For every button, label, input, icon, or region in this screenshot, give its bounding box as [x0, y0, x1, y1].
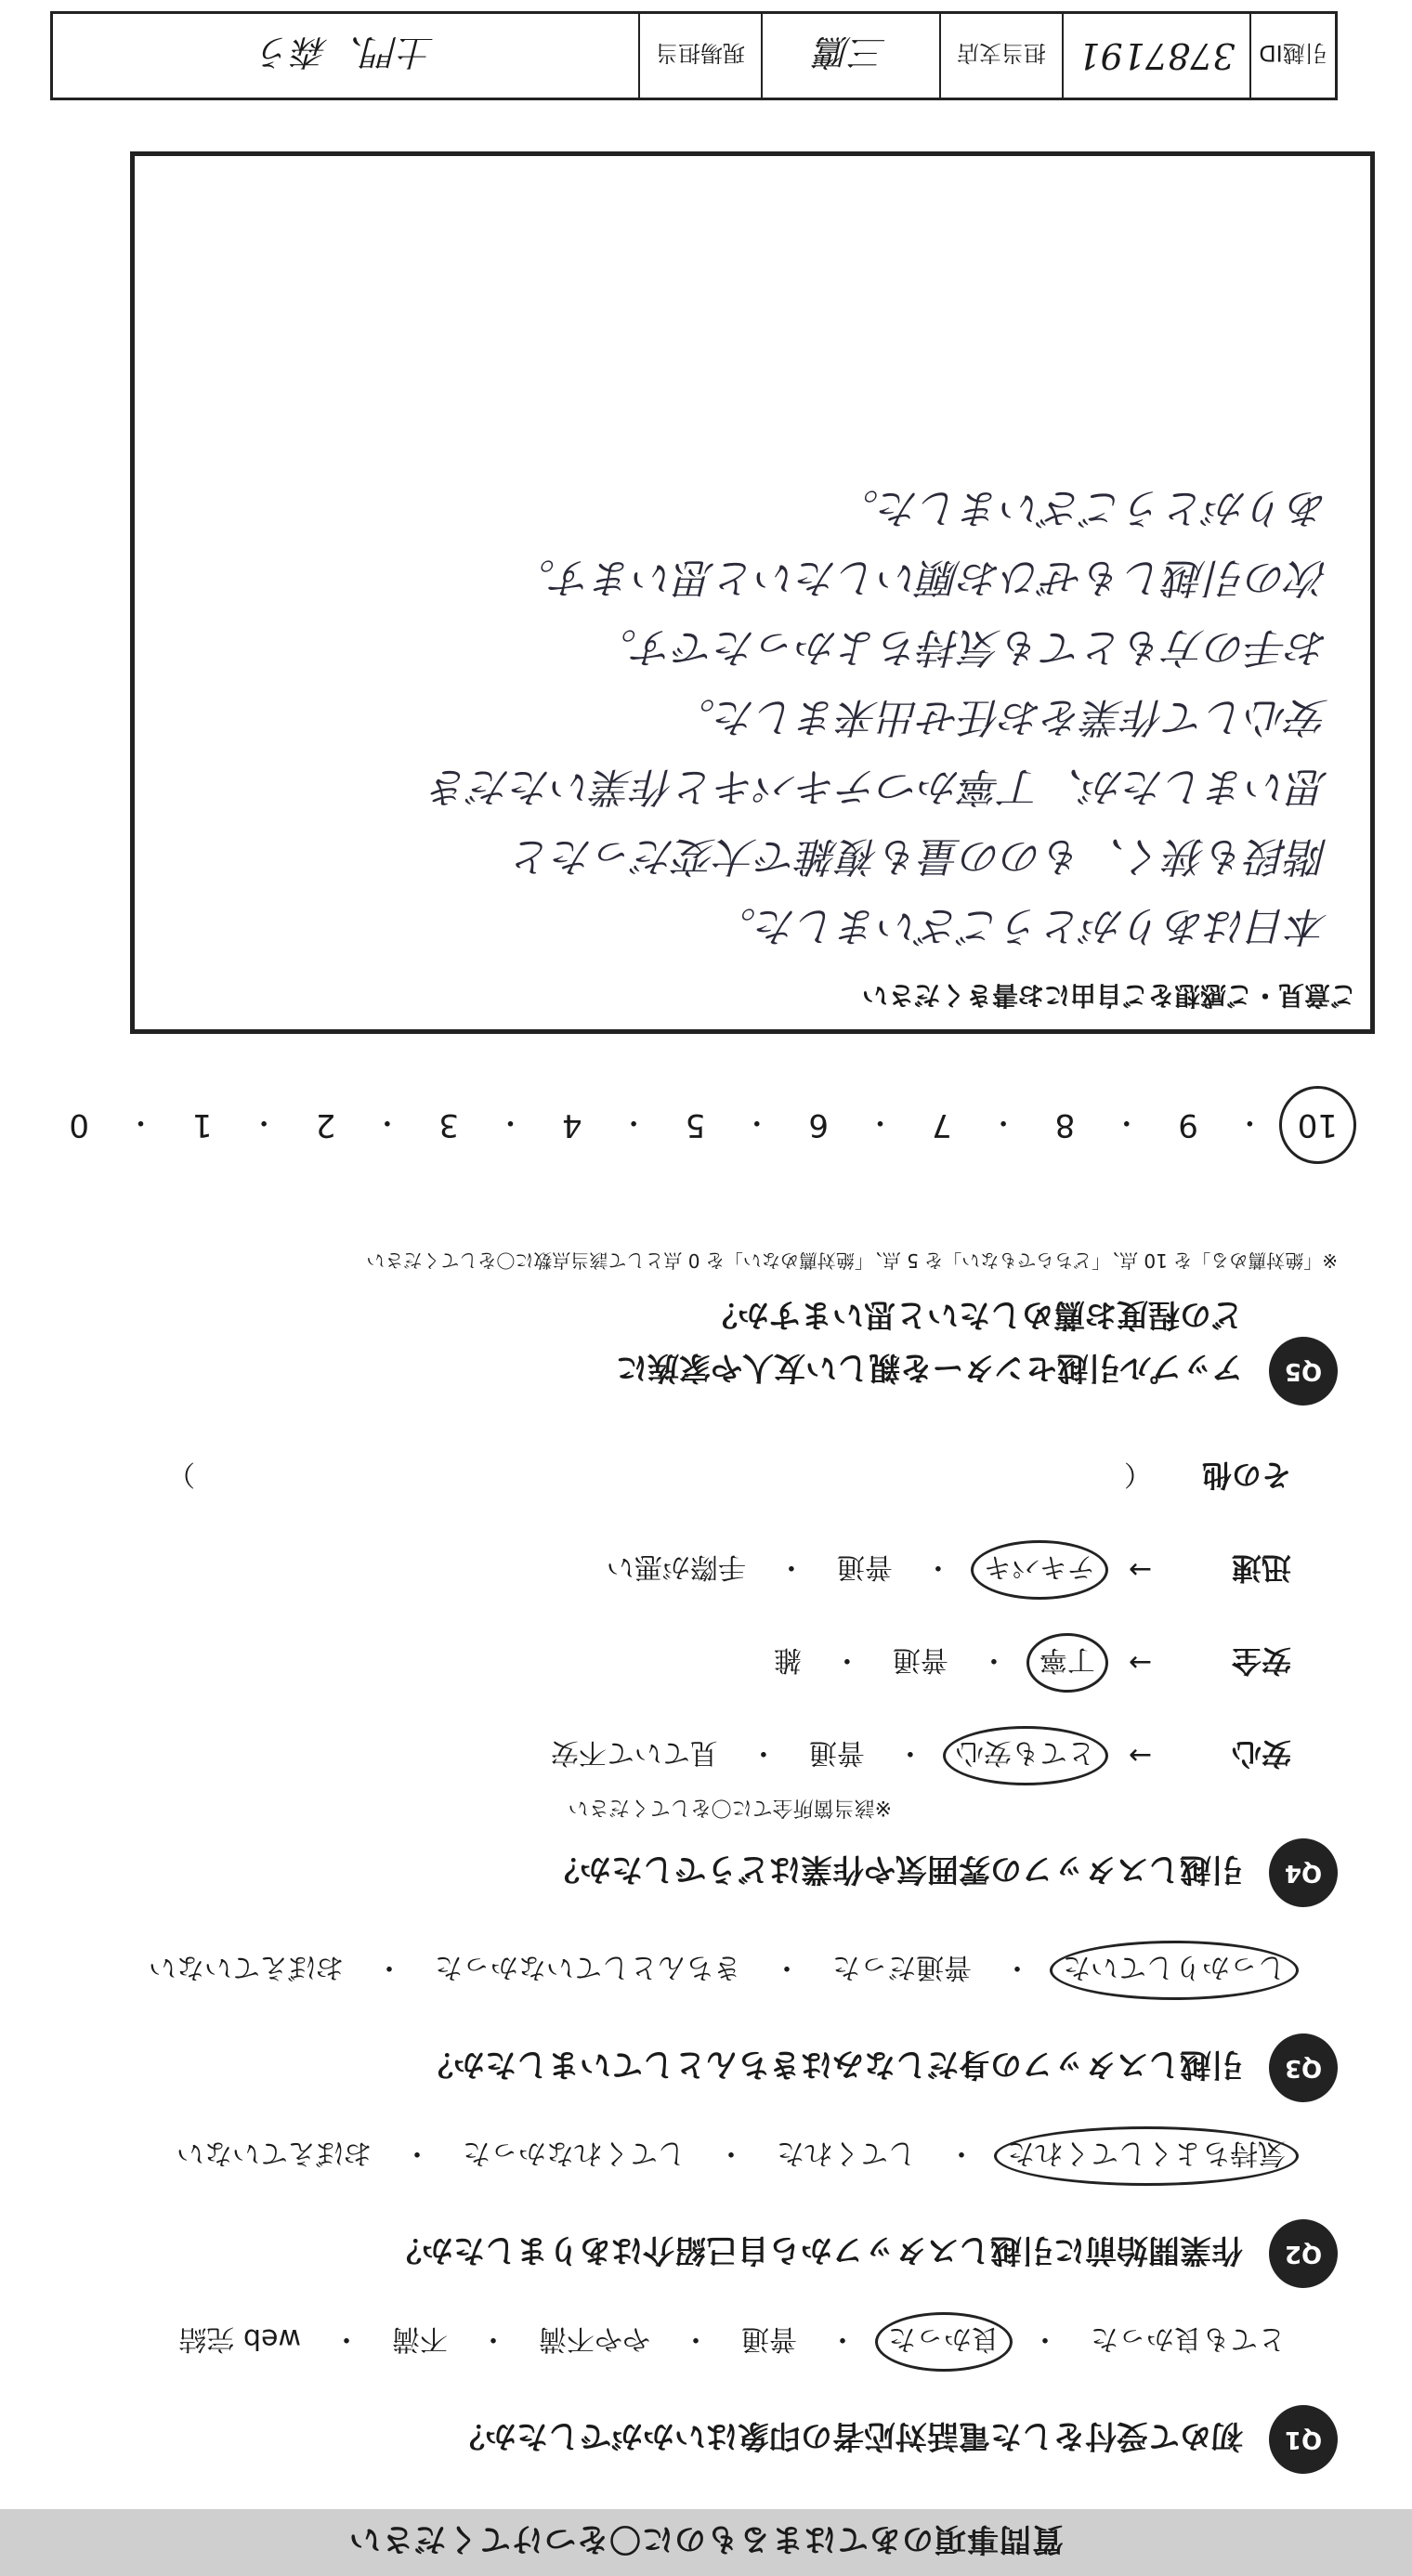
comment-line: 次の引越しもぜひお願いしたいと思います。 — [514, 554, 1328, 601]
q4-row-anshin: 安心 → とても安心 ・ 普通 ・ 見ていて不安 — [28, 1734, 1291, 1777]
q4-option[interactable]: 普通 — [808, 1736, 865, 1769]
q2-option-selected[interactable]: 気持ちよくしてくれた — [1001, 2136, 1291, 2177]
scale-value[interactable]: 4 — [561, 1106, 582, 1144]
scale-value[interactable]: 3 — [438, 1106, 459, 1144]
q3-option-selected[interactable]: しっかりしていた — [1057, 1950, 1291, 1991]
q2-row — [56, 2219, 1338, 2288]
q3-options: しっかりしていた ・ 普通だった ・ きちんとしていなかった ・ おぼえていない — [28, 1950, 1291, 1991]
q4-other-label: その他 — [1201, 1458, 1291, 1493]
q4-badge: Q4 — [1269, 1838, 1338, 1907]
scale-value[interactable]: 9 — [1178, 1106, 1198, 1144]
q1-option-selected[interactable]: 良かった — [882, 2321, 1005, 2362]
q3-option[interactable]: きちんとしていなかった — [435, 1951, 741, 1983]
scale-value[interactable]: 2 — [315, 1106, 336, 1144]
q4-option[interactable]: 普通 — [892, 1643, 948, 1676]
q2-option[interactable]: してくれた — [777, 2137, 916, 2169]
id-label: 引越ID — [1249, 14, 1335, 98]
comment-line: 安心して作業をお任せ出来ました。 — [674, 693, 1328, 740]
comment-line: 思いましたが、丁寧かつテキパキと作業いただき — [429, 763, 1328, 810]
comment-line: 階段も狭く、ものの量も複雑で大変だったと — [511, 832, 1328, 880]
q4-option[interactable]: 雑 — [773, 1643, 802, 1676]
q1-text: 初めて受付をした電話対応者の印象はいかがでしたか？ — [453, 2417, 1243, 2455]
branch-value: 三鷹 — [761, 14, 939, 98]
q4-option-selected[interactable]: 丁寧 — [1034, 1642, 1101, 1683]
q4-other-open: （ — [1124, 1458, 1152, 1490]
q1-badge: Q1 — [1269, 2405, 1338, 2474]
comment-line: お手の方もとても気持ちよかったです。 — [595, 623, 1328, 671]
q2-text: 作業開始前に引越しスタッフから自己紹介はありましたか？ — [390, 2231, 1243, 2269]
q1-option[interactable]: やや不満 — [539, 2322, 650, 2355]
q4-option[interactable]: 手際が悪い — [606, 1550, 746, 1583]
leader-label: 現場担当 — [638, 14, 761, 98]
q1-row — [56, 2405, 1338, 2474]
q4-category: 迅速 — [1231, 1550, 1291, 1586]
q4-row-anzen: 安全 → 丁寧 ・ 普通 ・ 雑 — [28, 1641, 1291, 1684]
q4-other — [28, 1456, 1291, 1498]
scale-value[interactable]: 0 — [69, 1106, 89, 1144]
q1-option[interactable]: 普通 — [741, 2322, 797, 2355]
q4-category: 安心 — [1231, 1736, 1291, 1772]
scale-value[interactable]: 6 — [808, 1106, 829, 1144]
q2-option[interactable]: してくれなかった — [463, 2137, 686, 2169]
q4-row-jinsoku: 迅速 → テキパキ ・ 普通 ・ 手際が悪い — [28, 1549, 1291, 1591]
q4-text: 引越しスタッフの雰囲気や作業はどうでしたか？ — [548, 1850, 1243, 1889]
q5-row — [56, 1337, 1338, 1406]
q1-option[interactable]: 不満 — [392, 2322, 448, 2355]
comment-line: ありがとうございました。 — [838, 484, 1328, 531]
leader-value: 土門、森う — [257, 32, 435, 73]
q3-option[interactable]: おぼえていない — [149, 1951, 344, 1983]
comment-line: 本日はありがとうございました。 — [715, 902, 1328, 949]
footer-table — [50, 11, 1338, 100]
q4-option-selected[interactable]: とても安心 — [950, 1735, 1101, 1776]
q5-text-2: どの程度お薦めしたいと思いますか？ — [706, 1296, 1243, 1333]
q4-note: ※該当箇所全てに〇をしてください — [568, 1796, 892, 1819]
q4-option[interactable]: 見ていて不安 — [550, 1736, 718, 1769]
q3-row — [56, 2033, 1338, 2102]
scale-value[interactable]: 7 — [931, 1106, 952, 1144]
q4-option[interactable]: 普通 — [836, 1550, 893, 1583]
q1-option[interactable]: web 完結 — [178, 2322, 301, 2355]
q4-row — [56, 1838, 1338, 1907]
q4-option-selected[interactable]: テキパキ — [978, 1550, 1101, 1590]
id-value: 3787191 — [1062, 14, 1249, 98]
q3-badge: Q3 — [1269, 2033, 1338, 2102]
q2-badge: Q2 — [1269, 2219, 1338, 2288]
q5-text: アップル引越センターを親しい友人や家族に — [616, 1349, 1243, 1387]
q3-text: 引越しスタッフの身だしなみはきちんとしていましたか？ — [422, 2046, 1243, 2084]
q1-option[interactable]: とても良かった — [1091, 2322, 1286, 2355]
q2-options: 気持ちよくしてくれた ・ してくれた ・ してくれなかった ・ おぼえていない — [28, 2136, 1291, 2177]
q2-option[interactable]: おぼえていない — [176, 2137, 372, 2169]
scale-value[interactable]: 1 — [192, 1106, 213, 1144]
comment-title: ご意見・ご感想をご自由にお書きください — [861, 980, 1356, 1011]
q4-other-close: ） — [167, 1458, 195, 1490]
scale-value[interactable]: 5 — [685, 1106, 706, 1144]
q5-scale: 10 ・ 9 ・ 8 ・ 7 ・ 6 ・ 5 ・ 4 ・ 3 ・ 2 ・ 1 ・ 0 — [65, 1105, 1338, 1145]
survey-banner: 質問事項のあてはまるものに〇をつけてください — [0, 2509, 1412, 2576]
q5-note: ※「絶対薦める」を 10 点、「どちらでもない」を 5 点、「絶対薦めない」を 0 点として該当点数に〇をしてください — [366, 1249, 1338, 1272]
q4-category: 安全 — [1231, 1643, 1291, 1679]
q3-option[interactable]: 普通だった — [832, 1951, 972, 1983]
scale-value[interactable]: 8 — [1054, 1106, 1076, 1144]
scale-value-selected[interactable]: 10 — [1297, 1106, 1338, 1144]
q1-options: とても良かった ・ 良かった ・ 普通 ・ やや不満 ・ 不満 ・ web 完結 — [28, 2321, 1291, 2362]
branch-label: 担当支店 — [939, 14, 1062, 98]
q5-badge: Q5 — [1269, 1337, 1338, 1406]
